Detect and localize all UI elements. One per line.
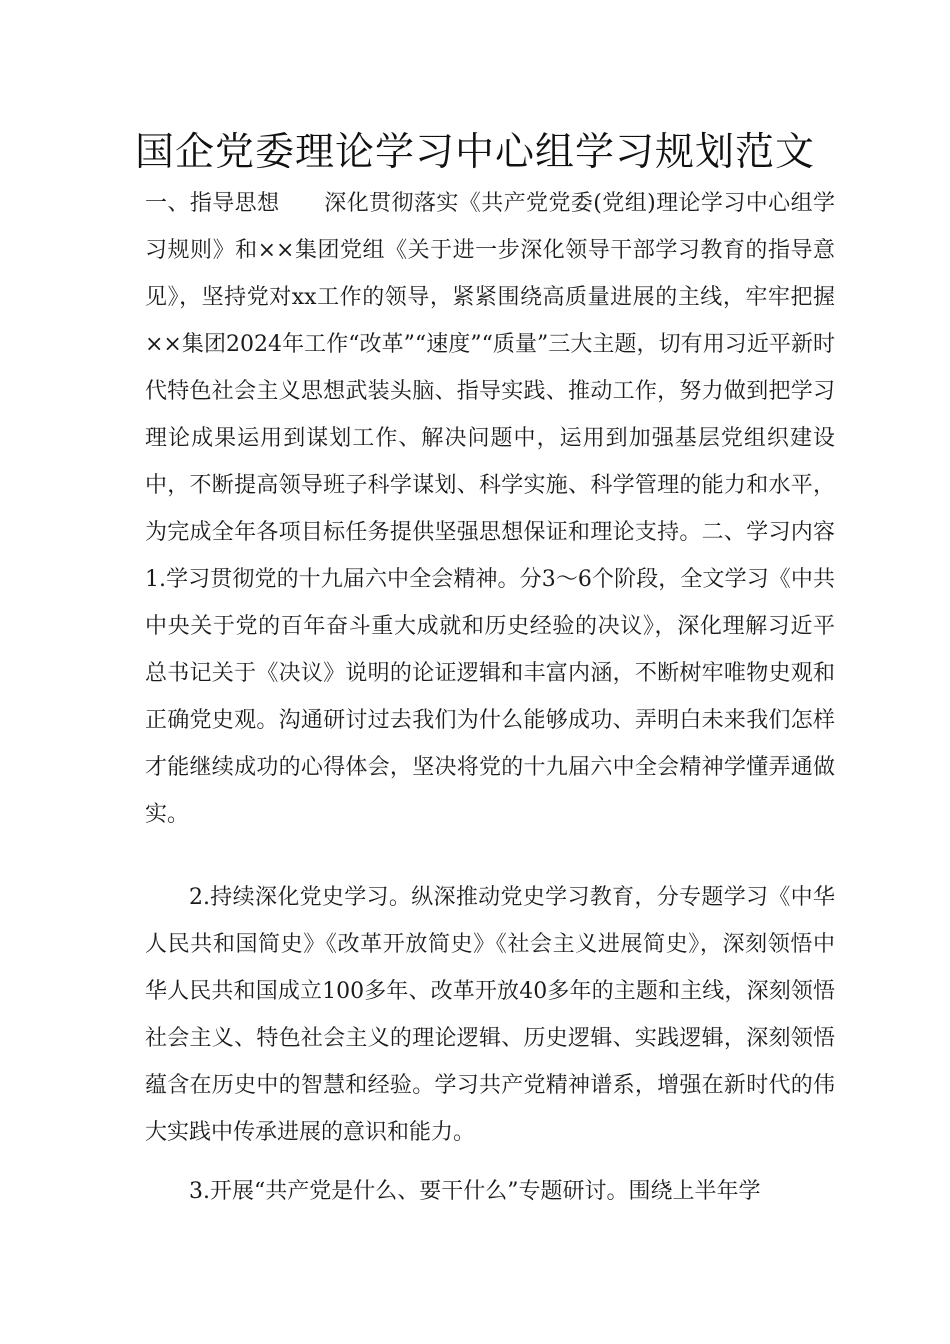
paragraph-party-history-study [145,874,835,1156]
document-title: 国企党委理论学习中心组学习规划范文 [134,130,815,175]
paragraph-2: 2.持续深化党史学习。纵深推动党史学习教育，分专题学习《中华人民共和国简史》《改革开放简史》《社会主义进展简史》，深刻领悟中华人民共和国成立100多年、改革开放40多年的主题和主线，深刻领悟社会主义、特色社会主义的理论逻辑、历史逻辑、实践逻辑，深刻领悟蕴含在历史中的智慧和经验。学习共产党精神谱系，增强在新时代的伟大实践中传承进展的意识和能力。 [145,885,835,1145]
paragraph-special-seminar [145,1168,835,1215]
paragraph-3: 3.开展“共产党是什么、要干什么”专题研讨。围绕上半年学 [189,1179,761,1204]
paragraph-1: 一、指导思想 深化贯彻落实《共产党党委(党组)理论学习中心组学习规则》和××集团党组《关于进一步深化领导干部学习教育的指导意见》，坚持党对xx工作的领导，紧紧围绕高质量进展的主线，牢牢把握××集团2024年工作“改革”“速度”“质量”三大主题，切有用习近平新时代特色社会主义思想武装头脑、指导实践、推动工作，努力做到把学习理论成果运用到谋划工作、解决问题中，运用到加强基层党组织建设中，不断提高领导班子科学谋划、科学实施、科学管理的能力和水平，为完成全年各项目标任务提供坚强思想保证和理论支持。二、学习内容 1.学习贯彻党的十九届六中全会精神。分3～6个阶段，全文学习《中共中央关于党的百年奋斗重大成就和历史经验的决议》，深化理解习近平总书记关于《决议》说明的论证逻辑和丰富内涵，不断树牢唯物史观和正确党史观。沟通研讨过去我们为什么能够成功、弄明白未来我们怎样才能继续成功的心得体会，坚决将党的十九届六中全会精神学懂弄通做实。 [145,191,880,827]
paragraph-guiding-thought-and-content [145,180,880,838]
